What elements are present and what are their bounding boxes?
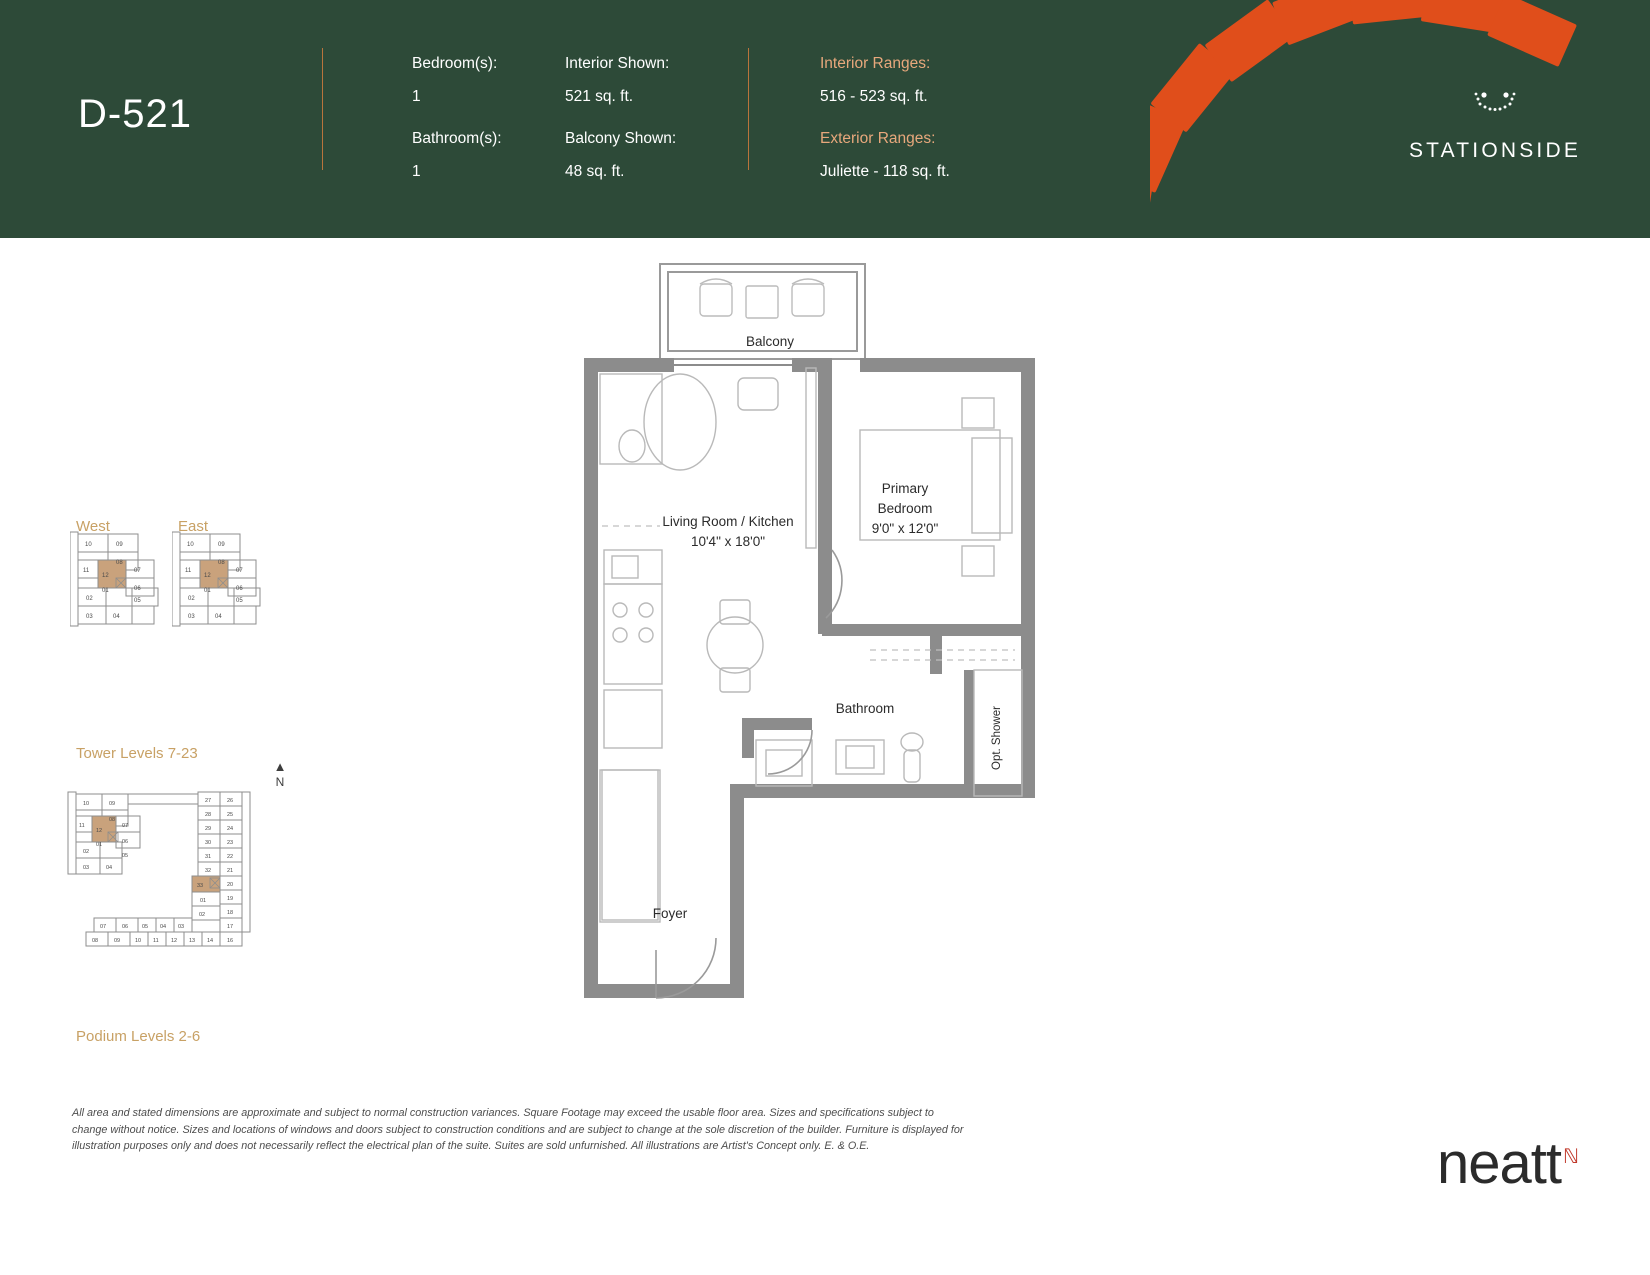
- svg-text:05: 05: [142, 924, 149, 930]
- svg-text:12: 12: [102, 573, 109, 579]
- svg-text:01: 01: [96, 842, 103, 848]
- svg-text:16: 16: [227, 938, 234, 944]
- svg-text:28: 28: [205, 812, 212, 818]
- svg-text:06: 06: [122, 839, 129, 845]
- north-arrow-icon: [268, 760, 292, 789]
- spec-interior-ranges: [820, 56, 930, 104]
- svg-text:12: 12: [171, 938, 178, 944]
- svg-text:02: 02: [83, 849, 90, 855]
- brand-logo: [1400, 85, 1590, 163]
- svg-text:01: 01: [200, 898, 207, 904]
- svg-text:02: 02: [188, 596, 195, 602]
- room-label-living: Living Room / Kitchen: [662, 514, 794, 529]
- svg-text:20: 20: [227, 882, 234, 888]
- spec-bathrooms: [412, 131, 502, 179]
- svg-text:03: 03: [178, 924, 185, 930]
- svg-text:11: 11: [153, 938, 159, 944]
- keyplan-podium-levels-label: Podium Levels 2-6: [76, 1028, 201, 1045]
- svg-text:11: 11: [83, 568, 90, 574]
- spec-bedrooms: [412, 56, 497, 104]
- header-divider-2: [748, 48, 749, 170]
- svg-text:11: 11: [79, 823, 85, 829]
- svg-text:07: 07: [134, 568, 141, 574]
- svg-text:32: 32: [205, 868, 212, 874]
- svg-text:07: 07: [100, 924, 107, 930]
- svg-text:09: 09: [218, 542, 225, 548]
- spec-exterior-ranges-value: Juliette - 118 sq. ft.: [820, 162, 950, 180]
- svg-text:33: 33: [197, 883, 204, 889]
- svg-text:04: 04: [160, 924, 167, 930]
- svg-text:04: 04: [113, 614, 120, 620]
- svg-text:02: 02: [199, 912, 206, 918]
- room-label-bedroom-line1: Primary: [881, 481, 929, 496]
- svg-text:08: 08: [109, 817, 116, 823]
- keyplan-east-label: East: [178, 518, 209, 535]
- svg-text:04: 04: [215, 614, 222, 620]
- svg-text:10: 10: [85, 542, 92, 548]
- svg-text:06: 06: [236, 586, 243, 592]
- svg-text:06: 06: [122, 924, 129, 930]
- stationside-mark-icon: [1400, 85, 1590, 117]
- room-label-foyer: Foyer: [652, 906, 688, 921]
- brand-name: STATIONSIDE: [1408, 139, 1582, 162]
- svg-text:08: 08: [218, 560, 225, 566]
- svg-text:05: 05: [134, 598, 141, 604]
- svg-text:25: 25: [227, 812, 234, 818]
- spec-balcony-shown-label: Balcony Shown:: [565, 130, 677, 147]
- svg-text:04: 04: [106, 865, 113, 871]
- svg-text:26: 26: [227, 798, 234, 804]
- svg-text:30: 30: [205, 840, 212, 846]
- header-divider-1: [322, 48, 323, 170]
- svg-text:31: 31: [205, 854, 212, 860]
- svg-text:05: 05: [236, 598, 243, 604]
- spec-interior-shown: [565, 56, 669, 104]
- page-header: [0, 0, 1650, 238]
- svg-text:12: 12: [96, 828, 103, 834]
- north-arrow-glyph: ▲: [273, 759, 287, 774]
- svg-text:09: 09: [114, 938, 121, 944]
- svg-text:13: 13: [189, 938, 196, 944]
- room-label-opt-shower: Opt. Shower: [991, 706, 1003, 770]
- north-label: N: [275, 775, 285, 789]
- spec-interior-shown-label: Interior Shown:: [565, 55, 670, 72]
- svg-text:02: 02: [86, 596, 93, 602]
- neatt-logo-text: neatt: [1436, 1131, 1561, 1196]
- spec-bathrooms-value: 1: [412, 162, 421, 180]
- svg-text:22: 22: [227, 854, 234, 860]
- svg-text:01: 01: [102, 588, 109, 594]
- neatt-logo-mark-icon: ℕ: [1562, 1145, 1578, 1168]
- svg-text:03: 03: [83, 865, 90, 871]
- svg-text:23: 23: [227, 840, 234, 846]
- svg-text:11: 11: [185, 568, 192, 574]
- svg-text:18: 18: [227, 910, 234, 916]
- spec-interior-ranges-value: 516 - 523 sq. ft.: [820, 87, 928, 105]
- spec-balcony-shown-value: 48 sq. ft.: [565, 162, 625, 180]
- room-dims-living: 10'4" x 18'0": [690, 534, 766, 549]
- svg-text:10: 10: [83, 801, 90, 807]
- svg-text:19: 19: [227, 896, 234, 902]
- room-label-balcony: Balcony: [745, 334, 795, 349]
- svg-text:03: 03: [86, 614, 93, 620]
- svg-text:05: 05: [122, 853, 129, 859]
- keyplan-west-label: West: [76, 518, 110, 535]
- svg-text:27: 27: [205, 798, 212, 804]
- page-title: D-521: [78, 92, 192, 136]
- room-label-bedroom-line2: Bedroom: [877, 501, 933, 516]
- svg-text:01: 01: [204, 588, 211, 594]
- svg-text:12: 12: [204, 573, 211, 579]
- spec-balcony-shown: [565, 131, 676, 179]
- svg-text:10: 10: [187, 542, 194, 548]
- svg-text:29: 29: [205, 826, 212, 832]
- svg-text:14: 14: [207, 938, 214, 944]
- svg-text:08: 08: [116, 560, 123, 566]
- svg-text:10: 10: [135, 938, 142, 944]
- spec-bedrooms-label: Bedroom(s):: [412, 55, 498, 72]
- svg-text:06: 06: [134, 586, 141, 592]
- spec-interior-shown-value: 521 sq. ft.: [565, 87, 634, 105]
- spec-bedrooms-value: 1: [412, 87, 421, 105]
- svg-text:09: 09: [116, 542, 123, 548]
- spec-exterior-ranges: [820, 131, 950, 179]
- svg-text:03: 03: [188, 614, 195, 620]
- spec-exterior-ranges-label: Exterior Ranges:: [820, 130, 936, 147]
- keyplan-tower-levels-label: Tower Levels 7-23: [76, 745, 198, 762]
- svg-text:17: 17: [227, 924, 234, 930]
- svg-text:24: 24: [227, 826, 234, 832]
- spec-interior-ranges-label: Interior Ranges:: [820, 55, 931, 72]
- neatt-logo: [1437, 1130, 1578, 1197]
- disclaimer-text: All area and stated dimensions are approximate and subject to normal construction variances. Square Footage may exceed the usable floor area. Sizes and specifications subject to change without notice. Sizes and locations of windows and doors subject to construction conditions and are subject to change at the sole discretion of the builder. Furniture is displayed for illustration purposes only and does not necessarily reflect the electrical plan of the suite. Suites are sold unfurnished. All illustrations are Artist's Concept only. E. & O.E.: [72, 1107, 964, 1153]
- svg-text:09: 09: [109, 801, 116, 807]
- svg-text:07: 07: [122, 823, 129, 829]
- room-dims-bedroom: 9'0" x 12'0": [871, 521, 939, 536]
- svg-text:07: 07: [236, 568, 243, 574]
- svg-text:08: 08: [92, 938, 99, 944]
- floorplan: [560, 250, 1080, 1040]
- room-label-bathroom: Bathroom: [835, 701, 895, 716]
- svg-text:21: 21: [227, 868, 234, 874]
- spec-bathrooms-label: Bathroom(s):: [412, 130, 502, 147]
